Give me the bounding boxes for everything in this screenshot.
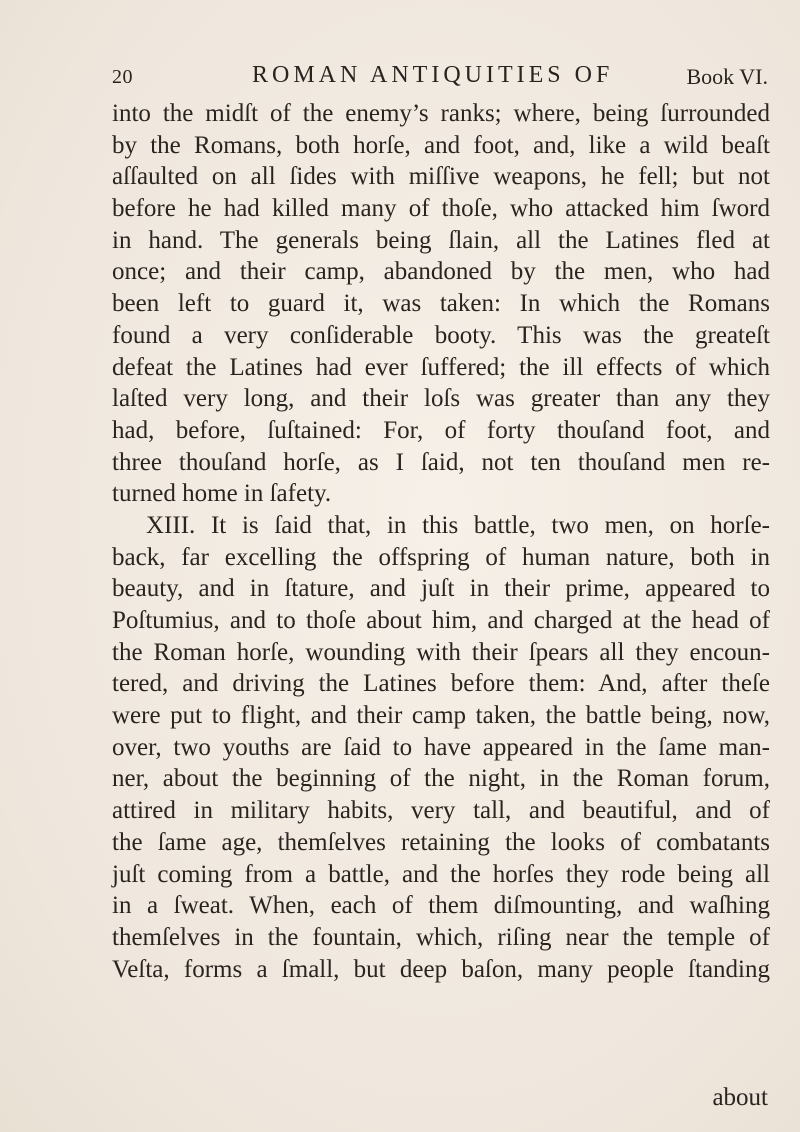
text-line: laſted very long, and their loſs was greater than any they: [112, 385, 770, 413]
page-header: [112, 62, 768, 96]
text-line: XIII. It is ſaid that, in this battle, two men, on horſe-: [146, 511, 770, 539]
text-line: tered, and driving the Latines before them: And, after theſe: [112, 670, 770, 698]
text-line: by the Romans, both horſe, and foot, and, like a wild beaſt: [112, 131, 770, 159]
text-line: three thouſand horſe, as I ſaid, not ten thouſand men re-: [112, 448, 770, 476]
text-line: beauty, and in ſtature, and juſt in their prime, appeared to: [112, 575, 770, 603]
text-line: in hand. The generals being ſlain, all the Latines fled at: [112, 226, 770, 254]
text-line: defeat the Latines had ever ſuffered; the ill effects of which: [112, 353, 770, 381]
text-line: found a very conſiderable booty. This was the greateſt: [112, 321, 770, 349]
text-line: back, far excelling the offspring of human nature, both in: [112, 543, 770, 571]
text-line: attired in military habits, very tall, and beautiful, and of: [112, 797, 770, 825]
text-line: once; and their camp, abandoned by the men, who had: [112, 258, 770, 286]
text-line: the Roman horſe, wounding with their ſpears all they encoun-: [112, 638, 770, 666]
catchword: about: [712, 1084, 768, 1111]
page-number: 20: [112, 66, 133, 88]
text-line: been left to guard it, was taken: In which the Romans: [112, 290, 770, 318]
body-text: [112, 98, 770, 985]
text-line: into the midſt of the enemy’s ranks; where, being ſurrounded: [112, 100, 770, 127]
text-line: turned home in ſafety.: [112, 480, 332, 508]
text-line: ner, about the beginning of the night, in the Roman forum,: [112, 765, 770, 793]
text-line: themſelves in the fountain, which, riſing near the temple of: [112, 923, 770, 951]
text-line: aſſaulted on all ſides with miſſive weapons, he fell; but not: [112, 163, 770, 191]
text-line: juſt coming from a battle, and the horſes they rode being all: [112, 860, 770, 888]
text-line: were put to flight, and their camp taken, the battle being, now,: [112, 702, 770, 730]
text-line: in a ſweat. When, each of them diſmounting, and waſhing: [112, 892, 770, 920]
running-title: ROMAN ANTIQUITIES OF: [252, 62, 614, 88]
text-line: the ſame age, themſelves retaining the looks of combatants: [112, 828, 770, 856]
text-line: over, two youths are ſaid to have appeared in the ſame man-: [112, 733, 770, 761]
text-line: before he had killed many of thoſe, who attacked him ſword: [112, 195, 770, 223]
text-line: Veſta, forms a ſmall, but deep baſon, many people ſtanding: [112, 955, 770, 983]
book-label: Book VI.: [686, 64, 768, 89]
text-line: had, before, ſuſtained: For, of forty thouſand foot, and: [112, 416, 770, 444]
text-line: Poſtumius, and to thoſe about him, and charged at the head of: [112, 607, 770, 634]
